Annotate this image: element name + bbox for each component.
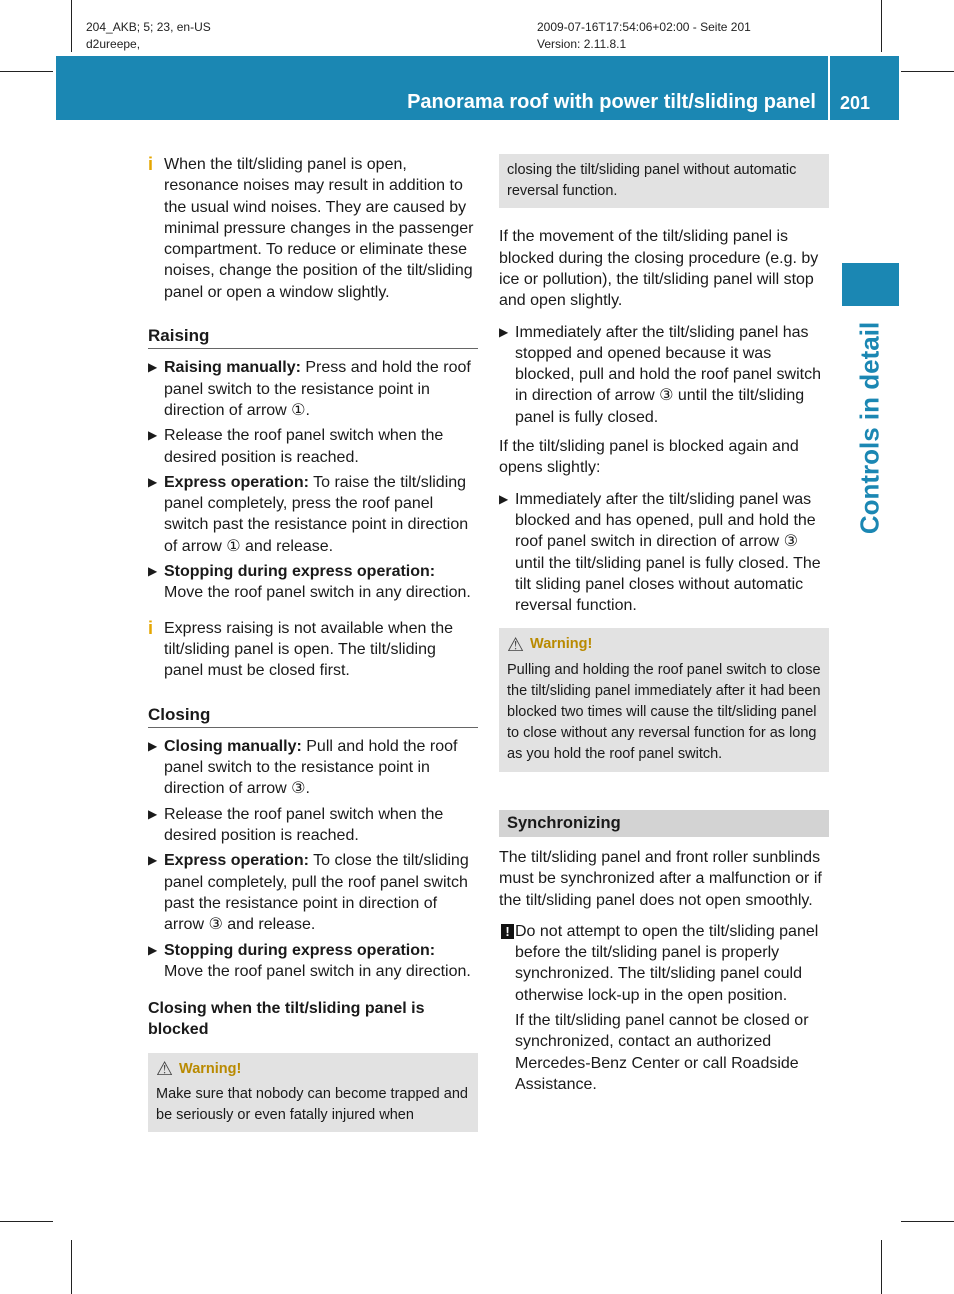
side-tab-label: Controls in detail — [854, 321, 885, 535]
step-lead: Express operation: — [164, 852, 309, 870]
left-column — [148, 154, 478, 1132]
subheading-blocked: Closing when the tilt/sliding panel is blocked — [148, 1000, 425, 1039]
step-text: Immediately after the tilt/sliding panel was blocked and has opened, pull and hold the roof panel switch in direction of arrow ③ until the tilt/sliding panel is fully closed. The tilt sliding panel closes without automatic reversal function. — [515, 490, 821, 615]
list-item — [148, 357, 478, 421]
warning-triangle-icon: ⚠ — [156, 1058, 174, 1080]
print-meta-right-line1: 2009-07-16T17:54:06+02:00 - Seite 201 — [537, 20, 751, 34]
arrow-right-icon: ▶ — [148, 564, 158, 579]
info-note — [148, 154, 478, 303]
crop-mark — [0, 1221, 53, 1222]
alert-text: If the tilt/sliding panel cannot be closed or synchronized, contact an authorized Mercedes-Benz Center or call Roadside Assistance. — [515, 1012, 809, 1093]
list-item — [148, 425, 478, 468]
warning-header — [507, 634, 821, 655]
warning-triangle-icon: ⚠ — [507, 634, 525, 656]
warning-box — [499, 628, 829, 771]
crop-mark — [71, 1240, 72, 1294]
arrow-right-icon: ▶ — [499, 491, 509, 506]
step-text: Move the roof panel switch in any direction. — [164, 584, 471, 602]
crop-mark — [881, 0, 882, 52]
closing-steps — [148, 736, 478, 982]
exclamation-icon: ! — [501, 924, 514, 939]
arrow-right-icon: ▶ — [148, 428, 158, 443]
crop-mark — [901, 1221, 954, 1222]
info-note — [148, 618, 478, 682]
page-title: Panorama roof with power tilt/sliding panel — [407, 91, 816, 113]
print-meta-left — [86, 19, 211, 53]
info-icon: i — [148, 154, 154, 174]
warning-box-continued — [499, 154, 829, 208]
print-meta-right-line2: Version: 2.11.8.1 — [537, 37, 627, 51]
arrow-right-icon: ▶ — [148, 806, 158, 821]
arrow-right-icon: ▶ — [499, 324, 509, 339]
info-icon: i — [148, 617, 154, 638]
warning-header — [156, 1059, 470, 1080]
page-number: 201 — [840, 93, 871, 113]
list-item — [499, 489, 829, 617]
arrow-right-icon: ▶ — [148, 853, 158, 868]
crop-mark — [0, 71, 53, 72]
step-lead: Raising manually: — [164, 359, 301, 377]
list-item — [148, 804, 478, 847]
info-note-text: Express raising is not available when the tilt/sliding panel is open. The tilt/sliding panel must be closed first. — [164, 619, 454, 680]
list-item — [499, 322, 829, 428]
alert-text: Do not attempt to open the tilt/sliding panel before the tilt/sliding panel is properly synchronized. The tilt/sliding panel could otherwise lock-up in the open position. — [515, 922, 819, 1004]
blocked-steps-1 — [499, 322, 829, 428]
print-meta-right — [537, 19, 751, 53]
crop-mark — [901, 71, 954, 72]
section-heading-raising: Raising — [148, 325, 478, 349]
step-lead: Stopping during express operation: — [164, 563, 436, 581]
list-item — [148, 940, 478, 983]
warning-text-continued: closing the tilt/sliding panel without automatic reversal function. — [507, 162, 797, 200]
print-meta-left-line1: 204_AKB; 5; 23, en-US — [86, 20, 211, 34]
arrow-right-icon: ▶ — [148, 360, 158, 375]
paragraph: The tilt/sliding panel and front roller sunblinds must be synchronized after a malfunction or if the tilt/sliding panel does not open smoothly. — [499, 848, 822, 909]
step-text: To raise the tilt/sliding panel completely, press the roof panel switch past the resistance point in direction of arrow ① and release. — [164, 473, 469, 555]
step-text: Release the roof panel switch when the desired position is reached. — [164, 427, 444, 466]
crop-mark — [71, 0, 72, 52]
step-text: Pull and hold the roof panel switch to the resistance point in direction of arrow ③. — [164, 737, 458, 798]
raising-steps — [148, 357, 478, 603]
blocked-steps-2 — [499, 489, 829, 617]
list-item — [148, 472, 478, 557]
list-item — [148, 850, 478, 935]
step-text: Immediately after the tilt/sliding panel has stopped and opened because it was blocked, pull and hold the roof panel switch in direction of arrow ③ until the tilt/sliding panel is fully closed. — [515, 323, 821, 426]
step-lead: Express operation: — [164, 473, 309, 491]
page-number-box — [830, 56, 899, 120]
side-tab-marker — [842, 263, 899, 306]
warning-title: Warning! — [530, 636, 593, 653]
warning-text: Pulling and holding the roof panel switch to close the tilt/sliding panel immediately after it had been blocked two times will cause the tilt/sliding panel to close without any reversal function for as long as you hold the roof panel switch. — [507, 661, 821, 763]
crop-mark — [881, 1240, 882, 1294]
alert-note — [499, 921, 829, 1095]
paragraph: If the tilt/sliding panel is blocked again and opens slightly: — [499, 438, 799, 477]
arrow-right-icon: ▶ — [148, 474, 158, 489]
section-heading-synchronizing: Synchronizing — [499, 810, 829, 837]
step-text: Press and hold the roof panel switch to the resistance point in direction of arrow ①. — [164, 359, 471, 419]
list-item — [148, 561, 478, 604]
right-column — [499, 154, 829, 1095]
header-bar — [56, 56, 828, 120]
list-item — [148, 736, 478, 800]
step-text: To close the tilt/sliding panel completely, pull the roof panel switch past the resistance point in direction of arrow ③ and release. — [164, 852, 469, 934]
section-heading-closing: Closing — [148, 704, 478, 728]
arrow-right-icon: ▶ — [148, 942, 158, 957]
step-text: Move the roof panel switch in any direction. — [164, 962, 471, 980]
step-lead: Closing manually: — [164, 737, 302, 755]
warning-text: Make sure that nobody can become trapped and be seriously or even fatally injured when — [156, 1085, 468, 1124]
warning-title: Warning! — [179, 1060, 242, 1077]
arrow-right-icon: ▶ — [148, 738, 158, 753]
info-note-text: When the tilt/sliding panel is open, resonance noises may result in addition to the usual wind noises. They are caused by minimal pressure changes in the passenger compartment. To reduce or eliminate these noises, change the position of the tilt/sliding panel or open a window slightly. — [164, 156, 474, 301]
step-lead: Stopping during express operation: — [164, 941, 436, 959]
paragraph: If the movement of the tilt/sliding panel is blocked during the closing procedure (e.g. by ice or pollution), the tilt/sliding panel will stop and open slightly. — [499, 228, 819, 310]
step-text: Release the roof panel switch when the desired position is reached. — [164, 805, 444, 845]
print-meta-left-line2: d2ureepe, — [86, 37, 141, 51]
warning-box — [148, 1053, 478, 1133]
